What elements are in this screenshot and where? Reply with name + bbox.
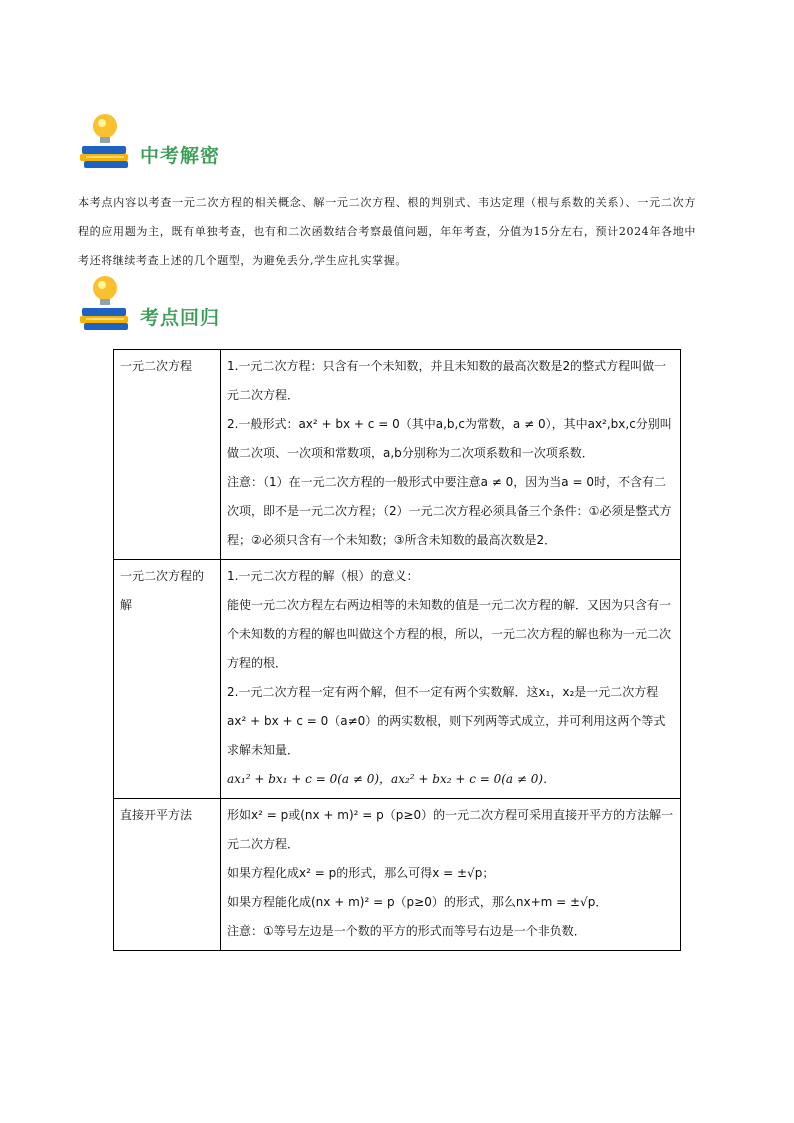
row-key: 一元二次方程 (114, 350, 221, 560)
content-line: ax₁² + bx₁ + c = 0(a ≠ 0)，ax₂² + bx₂ + c = 0(a ≠ 0)． (227, 772, 556, 786)
intro-paragraph: 本考点内容以考查一元二次方程的相关概念、解一元二次方程、根的判别式、韦达定理（根与系数的关系）、一元二次方程的应用题为主，既有单独考查，也有和二次函数结合考察最值问题，年年考查，分值为15分左右，预计2024年各地中考还将继续考查上述的几个题型，为避免丢分,学生应扎实掌握。 (78, 196, 696, 267)
content-line: 如果方程化成x² = p的形式，那么可得x = ±√p； (227, 866, 495, 880)
section-heading-exam-secret (78, 110, 220, 172)
content-line: 形如x² = p或(nx + m)² = p（p≥0）的一元二次方程可采用直接开平方的方法解一元二次方程． (227, 808, 674, 851)
section-title: 中考解密 (140, 145, 221, 167)
section-heading-review (78, 272, 220, 334)
content-line: 2.一般形式：ax² + bx + c = 0（其中a,b,c为常数，a ≠ 0），其中ax²,bx,c分别叫做二次项、一次项和常数项，a,b分别称为二次项系数和一次项系数． (227, 417, 672, 460)
lightbulb-books-icon (78, 110, 136, 172)
content-line: 能使一元二次方程左右两边相等的未知数的值是一元二次方程的解．又因为只含有一个未知数的方程的解也叫做这个方程的根，所以，一元二次方程的解也称为一元二次方程的根． (227, 598, 672, 670)
content-line: 注意：①等号左边是一个数的平方的形式而等号右边是一个非负数． (227, 924, 586, 938)
table-row (114, 350, 681, 560)
row-content (221, 350, 681, 560)
concept-table (113, 349, 681, 951)
table-row (114, 799, 681, 951)
content-line: 2.一元二次方程一定有两个解，但不一定有两个实数解．这x₁，x₂是一元二次方程ax² + bx + c = 0（a≠0）的两实数根，则下列两等式成立，并可利用这两个等式求解未知量． (227, 685, 666, 757)
content-line: 1.一元二次方程：只含有一个未知数，并且未知数的最高次数是2的整式方程叫做一元二次方程． (227, 359, 667, 402)
row-content (221, 799, 681, 951)
content-line: 注意：（1）在一元二次方程的一般形式中要注意a ≠ 0，因为当a = 0时，不含有二次项，即不是一元二次方程；（2）一元二次方程必须具备三个条件：①必须是整式方程；②必须只含有一个未知数；③所含未知数的最高次数是2． (227, 475, 672, 547)
row-key: 直接开平方法 (114, 799, 221, 951)
lightbulb-books-icon (78, 272, 136, 334)
table-row (114, 560, 681, 799)
content-line: 1.一元二次方程的解（根）的意义： (227, 569, 419, 583)
row-content (221, 560, 681, 799)
row-key: 一元二次方程的解 (114, 560, 221, 799)
section-title: 考点回归 (140, 307, 221, 329)
content-line: 如果方程能化成(nx + m)² = p（p≥0）的形式，那么nx+m = ±√p． (227, 895, 608, 909)
